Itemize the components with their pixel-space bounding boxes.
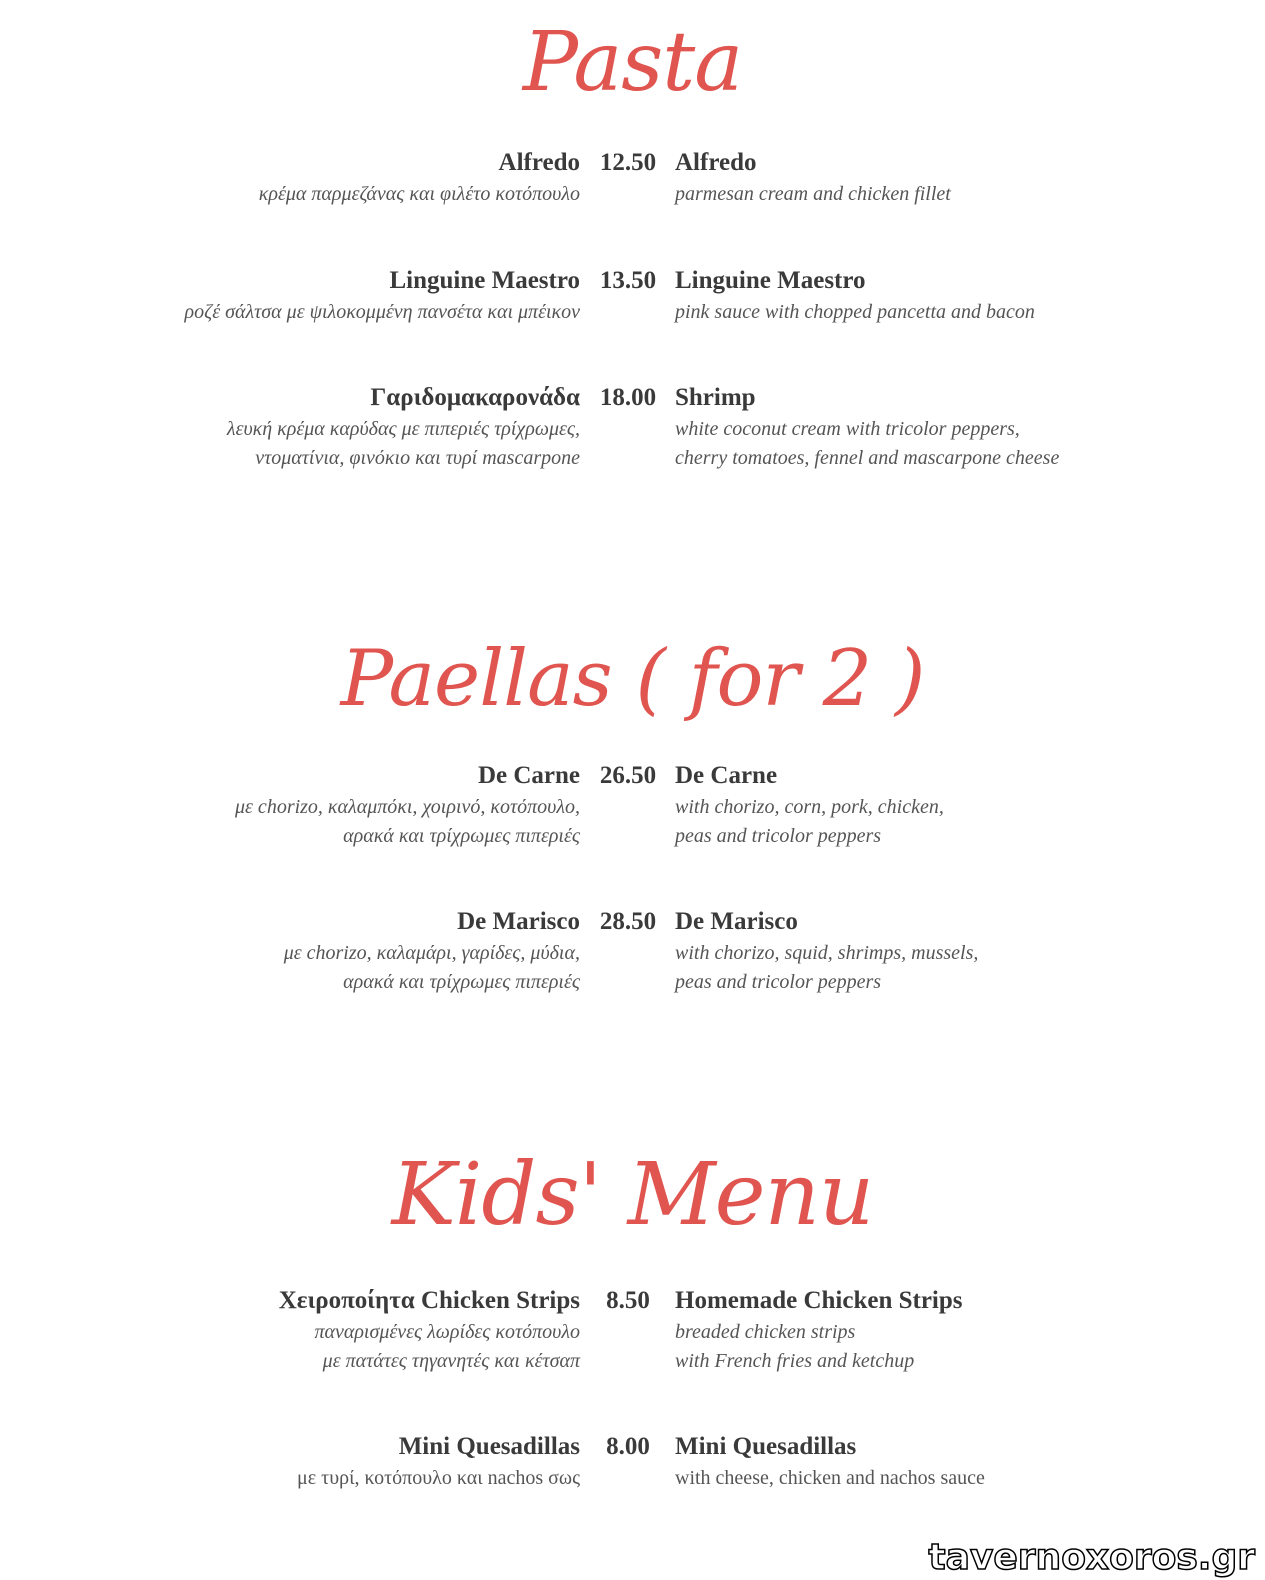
item-price: 8.50 [606, 1287, 650, 1314]
item-name-english: Shrimp [675, 384, 756, 411]
description-line: λευκή κρέμα καρύδας με πιπεριές τρίχρωμες, [226, 418, 580, 440]
item-description-greek [297, 1464, 580, 1493]
item-description-english [675, 793, 944, 851]
watermark-text: tavernoxoros.gr [928, 1537, 1255, 1578]
item-description-english [675, 1464, 985, 1493]
item-name-greek: De Marisco [457, 908, 580, 935]
description-line: ροζέ σάλτσα με ψιλοκομμένη πανσέτα και μπέικον [184, 301, 580, 323]
item-description-english [675, 298, 1035, 327]
item-name-greek: Mini Quesadillas [398, 1433, 580, 1460]
item-price: 13.50 [599, 267, 657, 294]
description-line: with chorizo, corn, pork, chicken, [675, 796, 944, 818]
description-line: parmesan cream and chicken fillet [675, 183, 951, 205]
item-name-greek: Alfredo [498, 149, 580, 176]
section-title-paellas: Paellas ( for 2 ) [340, 634, 925, 724]
item-price: 12.50 [599, 149, 657, 176]
description-line: με πατάτες τηγανητές και κέτσαπ [322, 1350, 580, 1372]
description-line: παναρισμένες λωρίδες κοτόπουλο [314, 1321, 580, 1343]
item-description-english [675, 415, 1059, 473]
item-description-greek [235, 793, 580, 851]
section-title-pasta: Pasta [522, 15, 743, 110]
item-name-english: De Marisco [675, 908, 798, 935]
description-line: με chorizo, καλαμπόκι, χοιρινό, κοτόπουλο, [235, 796, 580, 818]
item-name-english: Alfredo [675, 149, 757, 176]
description-line: με chorizo, καλαμάρι, γαρίδες, μύδια, [283, 942, 580, 964]
description-line: with French fries and ketchup [675, 1350, 915, 1372]
item-description-greek [185, 298, 580, 327]
description-line: cherry tomatoes, fennel and mascarpone cheese [675, 447, 1060, 469]
item-name-english: Mini Quesadillas [675, 1433, 857, 1460]
item-description-english [675, 180, 951, 209]
description-line: with chorizo, squid, shrimps, mussels, [675, 942, 979, 964]
description-line: κρέμα παρμεζάνας και φιλέτο κοτόπουλο [258, 183, 580, 205]
item-price: 26.50 [599, 762, 657, 789]
item-description-greek [259, 180, 580, 209]
item-name-greek: Χειροποίητα Chicken Strips [278, 1287, 580, 1314]
description-line: pink sauce with chopped pancetta and bacon [675, 301, 1035, 323]
item-name-english: Homemade Chicken Strips [675, 1287, 963, 1314]
description-line: ντοματίνια, φινόκιο και τυρί mascarpone [255, 447, 580, 469]
section-title-kids-menu: Kids' Menu [391, 1145, 874, 1245]
description-line: με τυρί, κοτόπουλο και nachos σως [297, 1467, 580, 1489]
description-line: breaded chicken strips [675, 1321, 856, 1343]
item-price: 18.00 [599, 384, 657, 411]
item-description-english [675, 939, 978, 997]
description-line: with cheese, chicken and nachos sauce [675, 1467, 985, 1489]
description-line: αρακά και τρίχρωμες πιπεριές [343, 825, 580, 847]
item-name-english: Linguine Maestro [675, 267, 866, 294]
item-name-greek: Γαριδομακαρονάδα [370, 384, 580, 411]
item-name-greek: Linguine Maestro [389, 267, 580, 294]
item-description-greek [314, 1318, 580, 1376]
description-line: αρακά και τρίχρωμες πιπεριές [343, 971, 580, 993]
item-price: 28.50 [599, 908, 657, 935]
item-price: 8.00 [606, 1433, 650, 1460]
item-description-english [675, 1318, 914, 1376]
item-name-english: De Carne [675, 762, 778, 789]
description-line: peas and tricolor peppers [675, 825, 882, 847]
description-line: peas and tricolor peppers [675, 971, 882, 993]
item-description-greek [284, 939, 580, 997]
item-description-greek [227, 415, 580, 473]
item-name-greek: De Carne [477, 762, 580, 789]
description-line: white coconut cream with tricolor peppers, [675, 418, 1020, 440]
